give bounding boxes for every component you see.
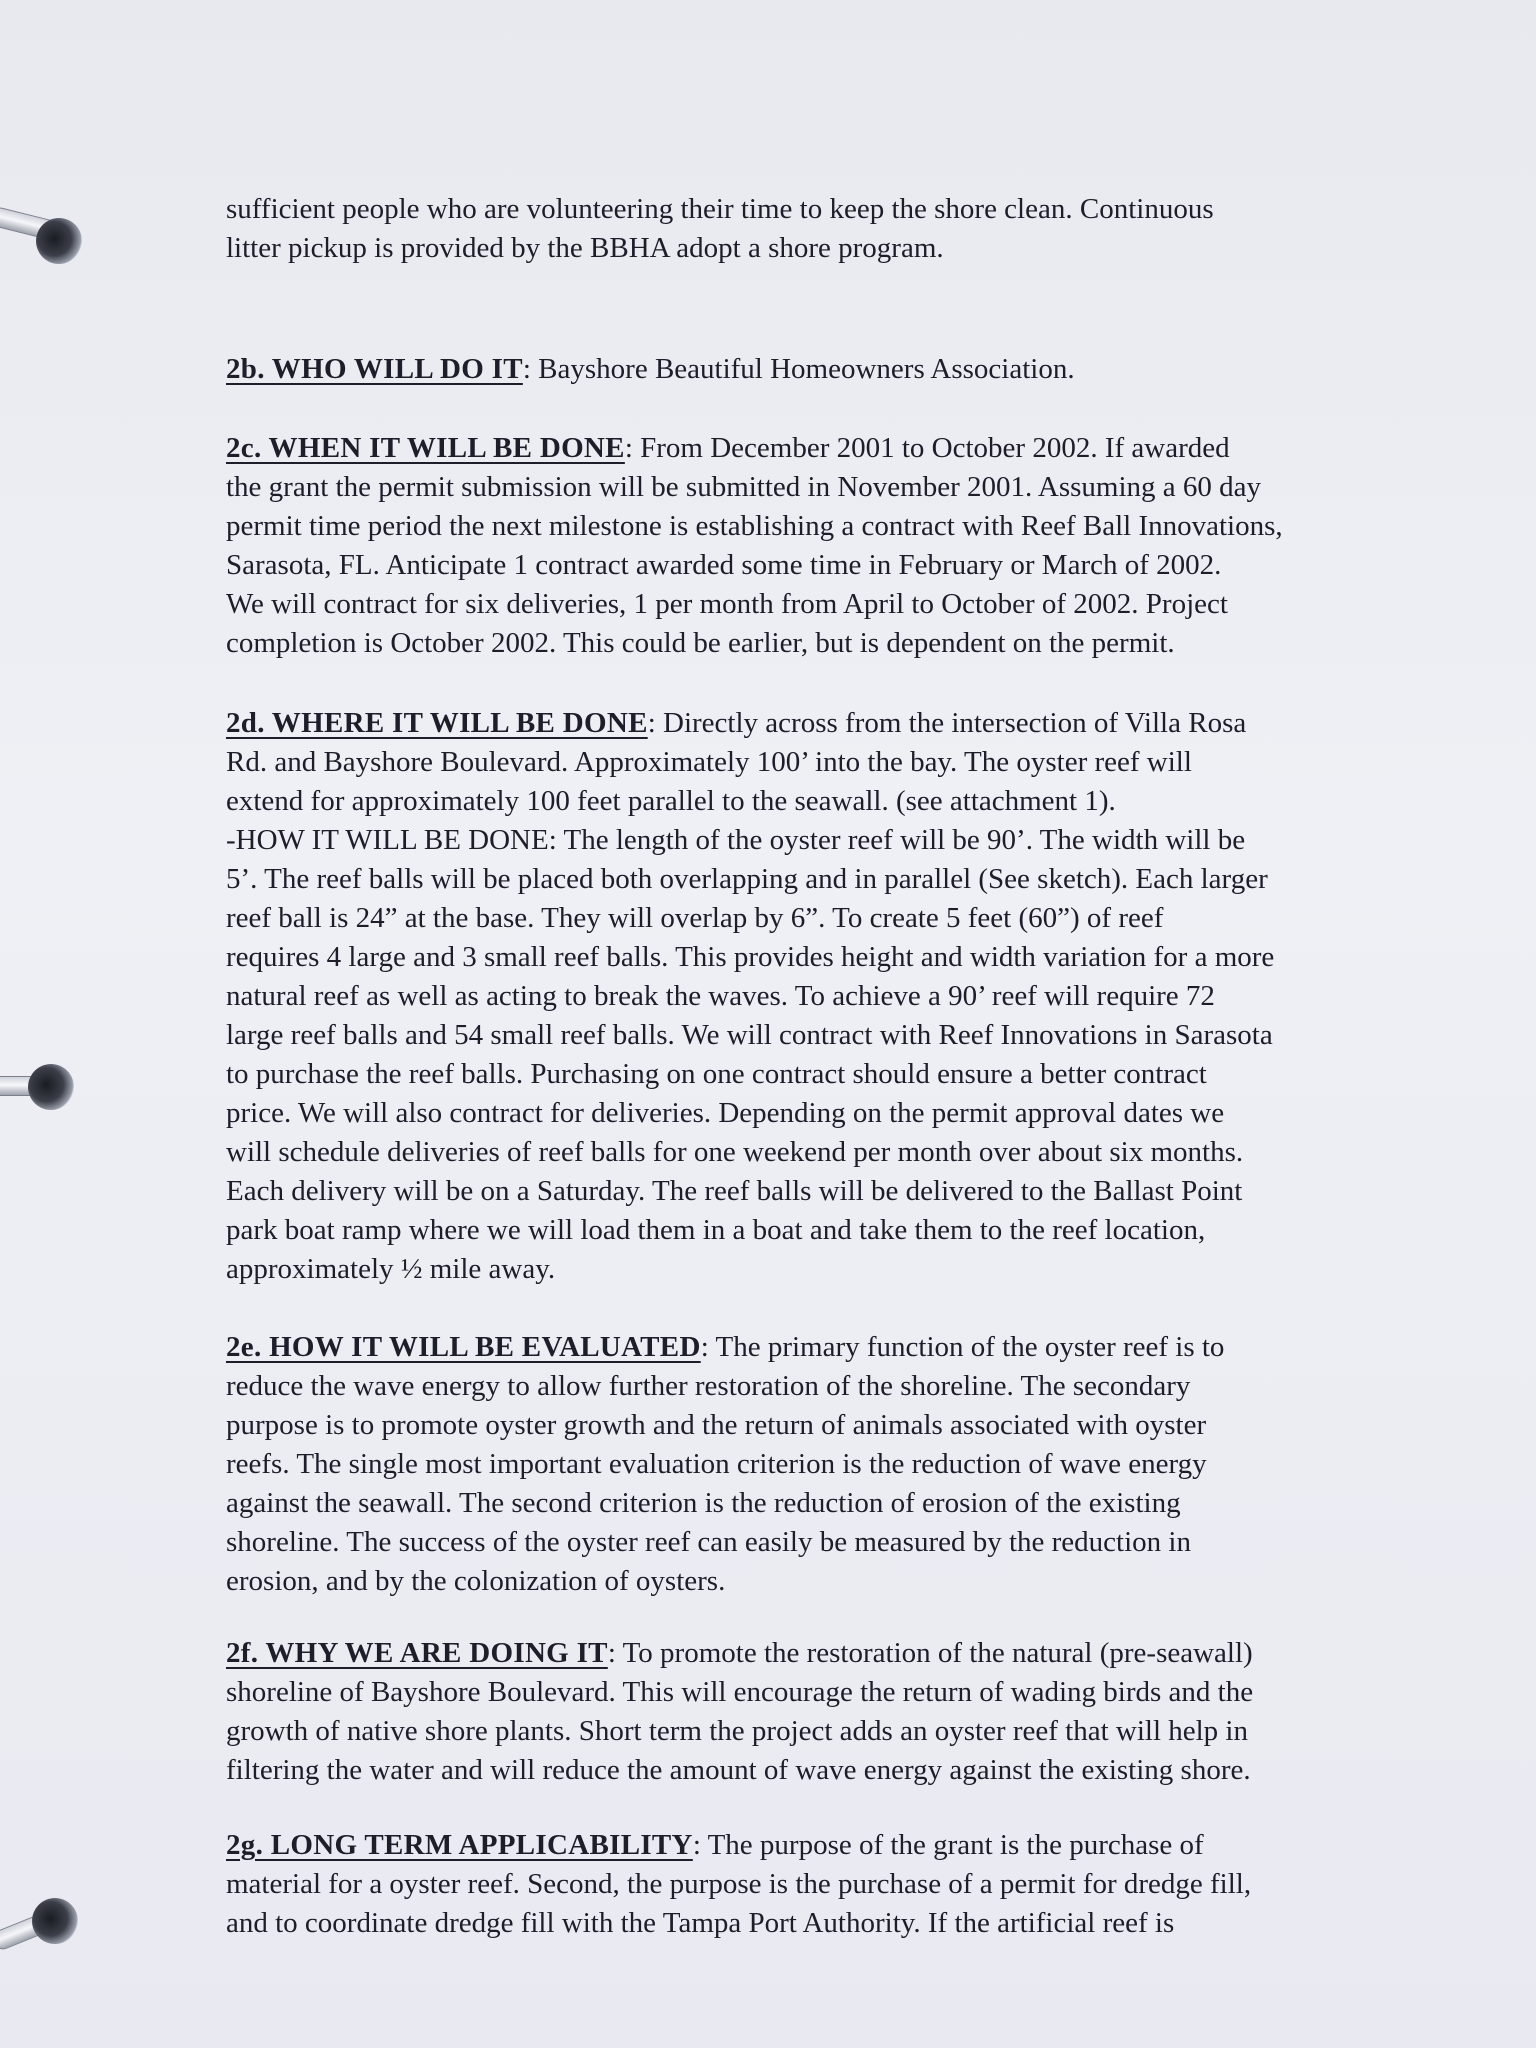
section-2b-heading: 2b. WHO WILL DO IT bbox=[226, 353, 523, 385]
section-2d-line-15: approximately ½ mile away. bbox=[226, 1253, 556, 1285]
section-2d-line-6: reef ball is 24” at the base. They will overlap by 6”. To create 5 feet (60”) of reef bbox=[226, 902, 1164, 934]
section-2d-line-12: will schedule deliveries of reef balls for one weekend per month over about six months. bbox=[226, 1136, 1244, 1168]
section-2g-line-1 bbox=[226, 1826, 1426, 1865]
section-2b-text: : Bayshore Beautiful Homeowners Association. bbox=[522, 353, 1075, 385]
section-2c-line-6: completion is October 2002. This could be earlier, but is dependent on the permit. bbox=[226, 627, 1175, 659]
section-2c-heading: 2c. WHEN IT WILL BE DONE bbox=[226, 432, 625, 464]
section-2f-line-2: shoreline of Bayshore Boulevard. This will encourage the return of wading birds and the bbox=[226, 1676, 1254, 1708]
binder-hole-middle bbox=[28, 1064, 74, 1110]
section-2g-text: : The purpose of the grant is the purchase of bbox=[692, 1829, 1204, 1861]
section-2d-line-3: extend for approximately 100 feet parallel to the seawall. (see attachment 1). bbox=[226, 785, 1116, 817]
section-2c-line-4: Sarasota, FL. Anticipate 1 contract awarded some time in February or March of 2002. bbox=[226, 549, 1222, 581]
section-2d-line-7: requires 4 large and 3 small reef balls. This provides height and width variation for a more bbox=[226, 941, 1275, 973]
section-2d-line-4: -HOW IT WILL BE DONE: The length of the oyster reef will be 90’. The width will be bbox=[226, 824, 1246, 856]
section-2e-heading: 2e. HOW IT WILL BE EVALUATED bbox=[226, 1331, 701, 1363]
section-2g bbox=[226, 1826, 1426, 1943]
section-2c-line-3: permit time period the next milestone is establishing a contract with Reef Ball Innovations, bbox=[226, 510, 1283, 542]
section-2d-line-13: Each delivery will be on a Saturday. The reef balls will be delivered to the Ballast Point bbox=[226, 1175, 1243, 1207]
section-2d-line-5: 5’. The reef balls will be placed both overlapping and in parallel (See sketch). Each larger bbox=[226, 863, 1268, 895]
section-2e-text: : The primary function of the oyster reef is to bbox=[700, 1331, 1225, 1363]
binder-hole-top bbox=[36, 218, 82, 264]
section-2b bbox=[226, 350, 1426, 389]
section-2d-heading: 2d. WHERE IT WILL BE DONE bbox=[226, 707, 648, 739]
section-2e-line-5: against the seawall. The second criterion is the reduction of erosion of the existing bbox=[226, 1487, 1181, 1519]
section-2c bbox=[226, 429, 1426, 663]
binder-hole-bottom bbox=[32, 1898, 78, 1944]
section-2f-text: : To promote the restoration of the natural (pre-seawall) bbox=[607, 1637, 1253, 1669]
section-2d bbox=[226, 704, 1426, 1289]
section-2f-line-1 bbox=[226, 1634, 1426, 1673]
section-2c-line-1 bbox=[226, 429, 1426, 468]
section-2d-line-9: large reef balls and 54 small reef balls. We will contract with Reef Innovations in Sarasota bbox=[226, 1019, 1273, 1051]
section-2e-line-2: reduce the wave energy to allow further restoration of the shoreline. The secondary bbox=[226, 1370, 1191, 1402]
section-2d-line-1 bbox=[226, 704, 1426, 743]
section-2d-text: : Directly across from the intersection of Villa Rosa bbox=[647, 707, 1247, 739]
section-2c-line-5: We will contract for six deliveries, 1 per month from April to October of 2002. Project bbox=[226, 588, 1228, 620]
section-2b-line-1 bbox=[226, 350, 1426, 389]
section-2e-line-4: reefs. The single most important evaluation criterion is the reduction of wave energy bbox=[226, 1448, 1207, 1480]
section-2c-line-2: the grant the permit submission will be submitted in November 2001. Assuming a 60 day bbox=[226, 471, 1262, 503]
section-2d-line-10: to purchase the reef balls. Purchasing on one contract should ensure a better contract bbox=[226, 1058, 1207, 1090]
intro-line-1: sufficient people who are volunteering their time to keep the shore clean. Continuous bbox=[226, 193, 1214, 225]
section-2e bbox=[226, 1328, 1426, 1601]
section-2c-text: : From December 2001 to October 2002. If awarded bbox=[624, 432, 1230, 464]
section-2e-line-3: purpose is to promote oyster growth and the return of animals associated with oyster bbox=[226, 1409, 1207, 1441]
section-2f-heading: 2f. WHY WE ARE DOING IT bbox=[226, 1637, 608, 1669]
intro-line-2: litter pickup is provided by the BBHA adopt a shore program. bbox=[226, 232, 944, 264]
section-2d-line-2: Rd. and Bayshore Boulevard. Approximately 100’ into the bay. The oyster reef will bbox=[226, 746, 1192, 778]
section-2d-line-11: price. We will also contract for deliveries. Depending on the permit approval dates we bbox=[226, 1097, 1225, 1129]
section-2g-line-3: and to coordinate dredge fill with the Tampa Port Authority. If the artificial reef is bbox=[226, 1907, 1175, 1939]
section-2g-heading: 2g. LONG TERM APPLICABILITY bbox=[226, 1829, 693, 1861]
section-2e-line-7: erosion, and by the colonization of oysters. bbox=[226, 1565, 726, 1597]
intro-paragraph bbox=[226, 190, 1426, 268]
section-2f-line-3: growth of native shore plants. Short term the project adds an oyster reef that will help in bbox=[226, 1715, 1248, 1747]
section-2g-line-2: material for a oyster reef. Second, the purpose is the purchase of a permit for dredge fill, bbox=[226, 1868, 1252, 1900]
section-2e-line-6: shoreline. The success of the oyster reef can easily be measured by the reduction in bbox=[226, 1526, 1191, 1558]
section-2d-line-14: park boat ramp where we will load them in a boat and take them to the reef location, bbox=[226, 1214, 1206, 1246]
section-2f bbox=[226, 1634, 1426, 1790]
section-2f-line-4: filtering the water and will reduce the amount of wave energy against the existing shore. bbox=[226, 1754, 1251, 1786]
section-2d-line-8: natural reef as well as acting to break the waves. To achieve a 90’ reef will require 72 bbox=[226, 980, 1215, 1012]
section-2e-line-1 bbox=[226, 1328, 1426, 1367]
